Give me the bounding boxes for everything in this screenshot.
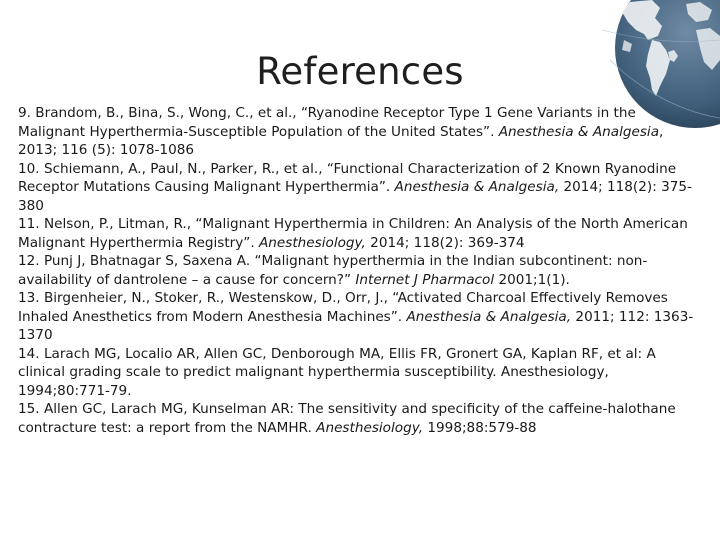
reference-text: 9. Brandom, B., Bina, S., Wong, C., et al., “Ryanodine Receptor Type 1 Gene Variants in the Malignant Hyperthermia-Susceptible Population of the United States”. <box>18 105 636 140</box>
reference-text: 11. Nelson, P., Litman, R., “Malignant Hyperthermia in Children: An Analysis of the North American Malignant Hyperthermia Registry”. <box>18 216 688 251</box>
reference-item <box>18 104 696 160</box>
reference-text: 15. Allen GC, Larach MG, Kunselman AR: The sensitivity and specificity of the caffeine-halothane contracture test: a report from the NAMHR. <box>18 401 676 436</box>
reference-journal: Anesthesia & Analgesia, <box>394 179 560 195</box>
reference-citation: 1998;88:579-88 <box>423 419 537 436</box>
reference-journal: Anesthesia & Analgesia <box>498 123 660 140</box>
page-title: References <box>256 50 464 93</box>
reference-text: 13. Birgenheier, N., Stoker, R., Westenskow, D., Orr, J., “Activated Charcoal Effectively Removes Inhaled Anesthetics from Modern Anesthesia Machines”. <box>18 290 668 325</box>
reference-item <box>18 345 696 401</box>
reference-item <box>18 289 696 345</box>
reference-journal: Anesthesiology, <box>258 234 366 251</box>
reference-item <box>18 215 696 252</box>
reference-citation: 2014; 118(2): 369-374 <box>365 234 525 251</box>
reference-text: 14. Larach MG, Localio AR, Allen GC, Denborough MA, Ellis FR, Gronert GA, Kaplan RF, et al: A clinical grading scale to predict malignant hyperthermia susceptibility. Anesthesiology, 1994;80:771-79. <box>18 345 656 399</box>
reference-list <box>18 104 696 437</box>
reference-item <box>18 252 696 289</box>
reference-item <box>18 160 696 216</box>
reference-citation: , 2013; 116 (5): 1078-1086 <box>18 123 664 158</box>
reference-text: 10. Schiemann, A., Paul, N., Parker, R., et al., “Functional Characterization of 2 Known Ryanodine Receptor Mutations Causing Malignant Hyperthermia”. <box>18 160 677 195</box>
reference-citation: 2001;1(1). <box>494 271 570 288</box>
reference-text: 12. Punj J, Bhatnagar S, Saxena A. “Malignant hyperthermia in the Indian subcontinent: non-availability of dantrolene – a cause for concern?” <box>18 253 648 288</box>
reference-journal: Anesthesiology, <box>316 419 424 436</box>
reference-item <box>18 400 696 437</box>
reference-journal: Internet J Pharmacol <box>355 271 495 288</box>
reference-citation: 2014; 118(2): 375-380 <box>18 179 692 214</box>
reference-journal: Anesthesia & Analgesia, <box>406 308 572 325</box>
reference-citation: 2011; 112: 1363-1370 <box>18 308 694 343</box>
